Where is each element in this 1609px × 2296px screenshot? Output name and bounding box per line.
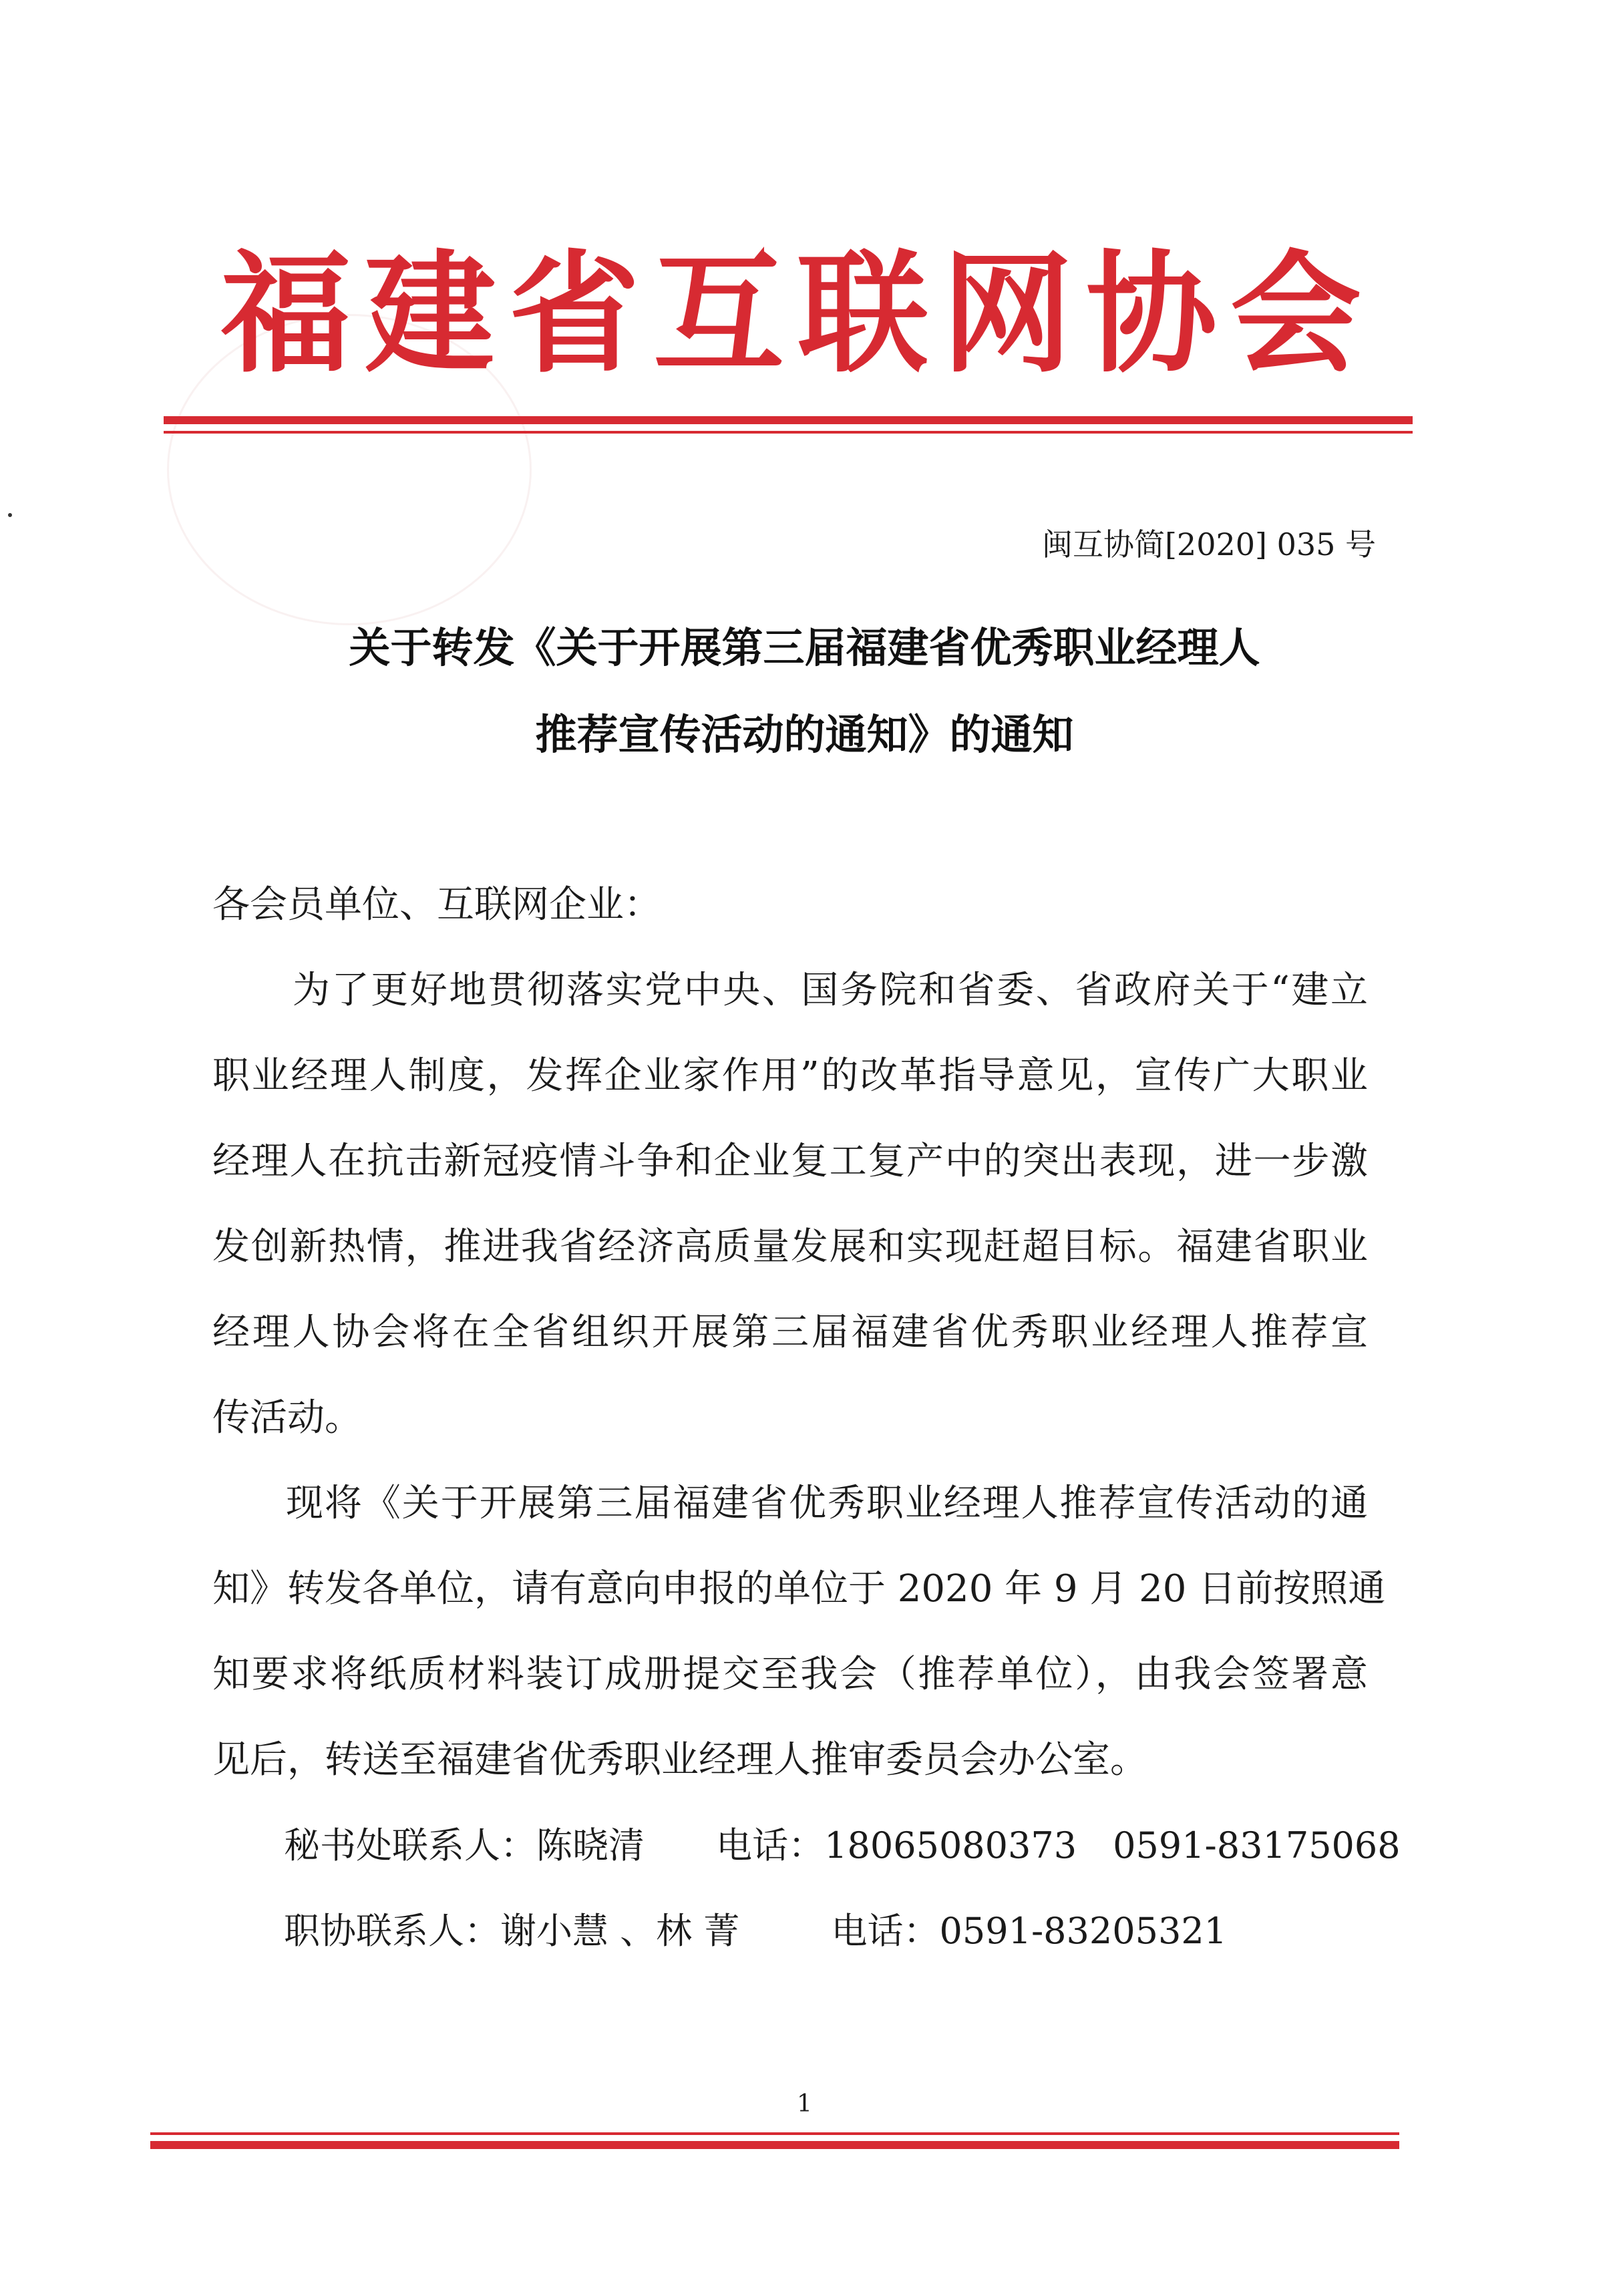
footer-rule-thin (150, 2132, 1399, 2135)
paragraph-1-line: 传活动。 (212, 1396, 362, 1440)
paragraph-2-line: 见后，转送至福建省优秀职业经理人推审委员会办公室。 (212, 1738, 1147, 1782)
document-title-line-1: 关于转发《关于开展第三届福建省优秀职业经理人 (349, 623, 1260, 672)
letterhead-org-name: 福建省互联网协会 (220, 237, 1375, 391)
paragraph-1-line: 经理人协会将在全省组织开展第三届福建省优秀职业经理人推荐宣 (212, 1311, 1368, 1354)
paragraph-2-line: 知》转发各单位，请有意向申报的单位于 2020 年 9 月 20 日前按照通 (212, 1567, 1386, 1611)
paragraph-1-line: 为了更好地贯彻落实党中央、国务院和省委、省政府关于“建立 (293, 969, 1368, 1012)
paragraph-1-line: 发创新热情，推进我省经济高质量发展和实现赶超目标。福建省职业 (212, 1225, 1368, 1269)
document-title-line-2: 推荐宣传活动的通知》的通知 (535, 710, 1074, 759)
paragraph-2-line: 知要求将纸质材料装订成册提交至我会（推荐单位），由我会签署意 (212, 1653, 1368, 1696)
association-contact (284, 1889, 1227, 1974)
association-contact-name: 职协联系人：谢小慧 、林 菁 (284, 1910, 740, 1952)
letterhead-rule-thin (164, 431, 1413, 434)
paragraph-2-line: 现将《关于开展第三届福建省优秀职业经理人推荐宣传活动的通 (286, 1482, 1368, 1525)
paragraph-1-line: 经理人在抗击新冠疫情斗争和企业复工复产中的突出表现，进一步激 (212, 1140, 1368, 1183)
secretariat-contact (284, 1803, 1401, 1889)
secretariat-contact-name: 秘书处联系人：陈晓清 (284, 1824, 645, 1866)
secretariat-contact-phone: 电话：18065080373 0591-83175068 (716, 1824, 1401, 1866)
paragraph-1-line: 职业经理人制度，发挥企业家作用”的改革指导意见，宣传广大职业 (212, 1054, 1368, 1098)
page-number: 1 (797, 2090, 812, 2118)
salutation: 各会员单位、互联网企业： (212, 883, 661, 927)
document-number: 闽互协简[2020] 035 号 (1041, 526, 1376, 562)
letterhead-rule-thick (164, 416, 1413, 424)
footer-rule-thick (150, 2141, 1399, 2149)
scan-speck (8, 513, 12, 517)
association-contact-phone: 电话：0591-83205321 (831, 1910, 1228, 1952)
